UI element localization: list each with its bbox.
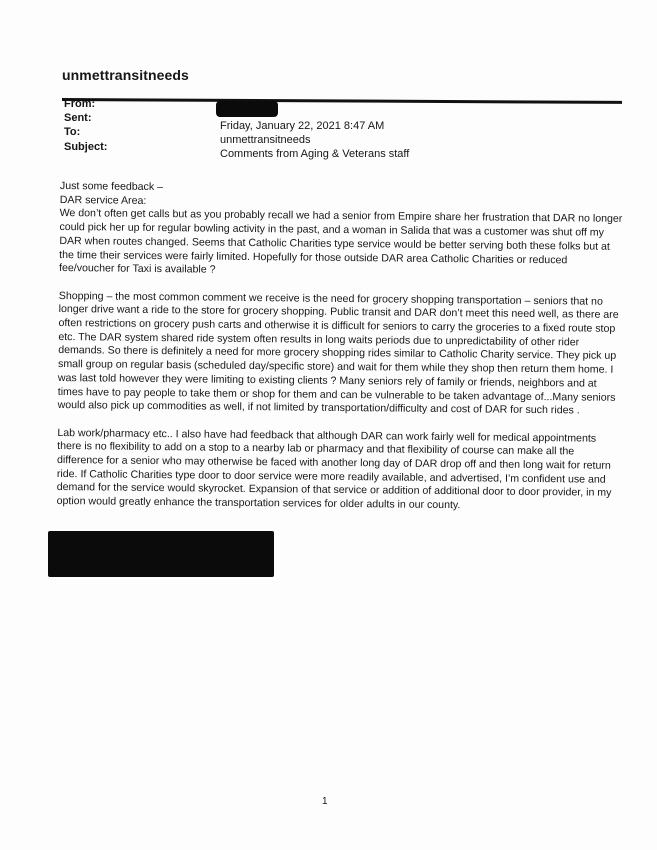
body-line: ride. If Catholic Charities type door to door service were more readily available, and advertised, I’m confident use and — [56, 467, 606, 486]
subject-value: Comments from Aging & Veterans staff — [220, 148, 410, 160]
sender-title: unmettransitneeds — [62, 67, 189, 83]
redacted-sender — [216, 101, 278, 117]
email-body — [56, 180, 623, 528]
to-label: To: — [64, 126, 81, 138]
body-line: We don’t often get calls but as you probably recall we had a senior from Empire share her frustration that DAR no longer — [59, 207, 623, 226]
body-line: was last told however they were limiting to existing clients ? Many seniors rely of family or friends, neighbors and at — [57, 371, 597, 390]
body-line: DAR when routes changed. Seems that Catholic Charities type service would be better serving both these folks but at — [59, 234, 610, 253]
body-line: longer drive want a ride to the store for grocery shopping. Public transit and DAR don’t meet this need well, as there are — [58, 303, 619, 322]
body-line: there is no flexibility to add on a stop to a nearby lab or pharmacy and that flexibility of course can make all the — [57, 440, 575, 458]
paragraph-shopping — [58, 290, 619, 419]
body-line: the time their services were fairly limited. Hopefully for those outside DAR area Catholic Charities or reduced — [59, 248, 568, 266]
body-line: demands. So there is definitely a need for more grocery shopping rides similar to Catholic Charity service. They pick up — [58, 344, 617, 363]
body-line: Lab work/pharmacy etc.. I also have had feedback that although DAR can work fairly well for medical appointments — [57, 426, 597, 445]
body-line: etc. The DAR system shared ride system often results in long waits periods due to unpredictability of other rider — [58, 330, 580, 349]
body-line: often restrictions on grocery push carts and otherwise it is difficult for seniors to carry the groceries to a fixed route stop — [58, 317, 616, 335]
body-line: difference for a senior who may otherwise be faced with another long day of DAR drop off and then long wait for return — [57, 454, 611, 472]
to-value: unmettransitneeds — [220, 134, 311, 146]
body-line: times have to pay people to take them or shop for them and can be vulnerable to be taken advantage of...Many seniors — [57, 385, 616, 404]
body-line: fee/voucher for Taxi is available ? — [59, 262, 216, 276]
body-line: option would greatly enhance the transportation services for older adults in our county. — [56, 495, 461, 512]
paragraph-lab-pharmacy — [57, 427, 618, 515]
body-line: DAR service Area: — [59, 193, 147, 207]
subject-label: Subject: — [64, 141, 108, 153]
body-line: could pick her up for regular bowling activity in the past, and a woman in Salida that was a customer was shut off my — [59, 221, 605, 239]
page-number: 1 — [322, 796, 328, 807]
sent-label: Sent: — [64, 112, 92, 124]
body-line: would also pick up commodities as well, if not limited by transportation/difficulty and cost of DAR for such rides . — [57, 399, 580, 417]
paragraph-dar-service-area — [59, 180, 623, 282]
header-rule — [62, 98, 622, 104]
body-line: small group on regular basis (scheduled day/specific store) and wait for them while they shop then return them home. I — [58, 358, 614, 376]
body-line: demand for the service would skyrocket. Expansion of that service or addition of additional door to door provider, in my — [56, 481, 612, 500]
from-label: From: — [64, 98, 96, 110]
body-line: Just some feedback – — [59, 180, 164, 194]
redacted-signature — [48, 531, 274, 577]
sent-value: Friday, January 22, 2021 8:47 AM — [220, 120, 385, 132]
body-line: Shopping – the most common comment we receive is the need for grocery shopping transportation – seniors that no — [58, 289, 603, 308]
